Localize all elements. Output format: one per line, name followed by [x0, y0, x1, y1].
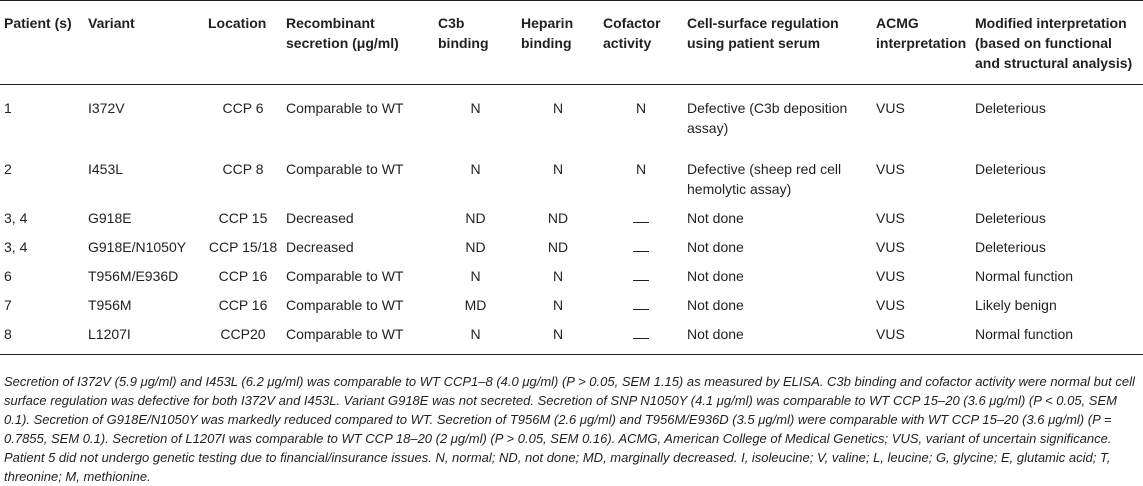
- cell-patient: 3, 4: [4, 210, 28, 226]
- cell-acmg: VUS: [876, 210, 905, 226]
- cell-secretion: Comparable to WT: [286, 297, 404, 313]
- cell-modified: Likely benign: [975, 297, 1057, 313]
- cell-cell-surface: Not done: [687, 210, 744, 226]
- table-row: [0, 85, 1143, 157]
- cell-heparin: N: [517, 321, 599, 355]
- cell-variant: T956M/E936D: [88, 268, 179, 284]
- table-row: [0, 321, 1143, 355]
- header-row: [0, 1, 1143, 85]
- cell-c3b: N: [434, 321, 517, 355]
- cell-cell-surface: Defective (C3b deposition assay): [687, 100, 848, 136]
- cell-secretion: Comparable to WT: [286, 100, 404, 116]
- cell-modified: Deleterious: [975, 100, 1046, 116]
- table-footnote: Secretion of I372V (5.9 μg/ml) and I453L (6.2 μg/ml) was comparable to WT CCP1–8 (4.0 μg/ml) (P > 0.05, SEM 1.15) as measured by ELISA. C3b binding and cofactor activity were normal but cell surface regulation was defective for both I372V and I453L. Variant G918E was not secreted. Secretion of SNP N1050Y (4.1 μg/ml) was comparable to WT CCP 15–20 (3.6 μg/ml) (P < 0.05, SEM 0.1). Secretion of G918E/N1050Y was markedly reduced compared to WT. Secretion of T956M (2.6 μg/ml) and T956M/E936D (3.5 μg/ml) were comparable with WT CCP 15–20 (3.6 μg/ml) (P = 0.7855, SEM 0.1). Secretion of L1207I was comparable to WT CCP 18–20 (2 μg/ml) (P > 0.05, SEM 0.16). ACMG, American College of Medical Genetics; VUS, variant of uncertain significance. Patient 5 did not undergo genetic testing due to financial/insurance issues. N, normal; ND, not done; MD, marginally decreased. I, isoleucine; V, valine; L, leucine; G, glycine; E, glutamic acid; T, threonine; M, methionine.: [4, 374, 1135, 484]
- header-cell-surface: Cell-surface regulation using patient serum: [683, 1, 872, 85]
- cell-cofactor: [599, 205, 683, 234]
- cell-location: CCP 8: [222, 161, 264, 177]
- cell-cofactor: [599, 292, 683, 321]
- cell-modified: Deleterious: [975, 161, 1046, 177]
- cell-heparin: ND: [547, 239, 569, 255]
- cell-variant: T956M: [88, 297, 132, 313]
- cell-variant: I453L: [88, 161, 124, 177]
- cell-modified: Deleterious: [975, 239, 1046, 255]
- cell-cell-surface: Not done: [687, 239, 744, 255]
- cell-c3b: ND: [465, 210, 486, 226]
- table-row: [0, 263, 1143, 292]
- cell-cell-surface: Not done: [687, 268, 744, 284]
- cell-location: CCP 6: [222, 100, 264, 116]
- header-patient: Patient (s): [0, 1, 84, 85]
- cell-patient: 3, 4: [4, 239, 28, 255]
- cell-heparin: N: [552, 268, 564, 284]
- cell-heparin: N: [552, 297, 564, 313]
- cell-patient: 7: [4, 297, 12, 313]
- cell-cofactor: [599, 263, 683, 292]
- cell-variant: L1207I: [84, 321, 204, 355]
- dash-mark: [633, 239, 649, 252]
- cell-cofactor: N: [635, 161, 647, 177]
- table-row: [0, 234, 1143, 263]
- header-heparin: Heparin binding: [517, 1, 599, 85]
- cell-cofactor: N: [635, 100, 647, 116]
- header-acmg: ACMG interpretation: [872, 1, 971, 85]
- cell-heparin: N: [552, 100, 564, 116]
- header-cofactor: Cofactor activity: [599, 1, 683, 85]
- cell-heparin: N: [552, 161, 564, 177]
- header-modified: Modified interpretation (based on functional and structural analysis): [971, 1, 1143, 85]
- cell-location: CCP 16: [218, 268, 268, 284]
- cell-heparin: ND: [547, 210, 569, 226]
- cell-c3b: ND: [465, 239, 486, 255]
- cell-acmg: VUS: [876, 239, 905, 255]
- cell-acmg: VUS: [876, 297, 905, 313]
- header-secretion: Recombinant secretion (μg/ml): [282, 1, 434, 85]
- dash-mark: [633, 297, 649, 310]
- cell-patient: 2: [4, 161, 12, 177]
- dash-mark: [633, 268, 649, 281]
- cell-cofactor: [599, 234, 683, 263]
- cell-cell-surface: Defective (sheep red cell hemolytic assay): [687, 161, 842, 197]
- header-variant: Variant: [84, 1, 204, 85]
- cell-cell-surface: Not done: [683, 321, 872, 355]
- cell-acmg: VUS: [876, 100, 905, 116]
- cell-location: CCP 15/18: [208, 239, 278, 255]
- cell-secretion: Decreased: [286, 239, 354, 255]
- cell-secretion: Decreased: [286, 210, 354, 226]
- cell-modified: Normal function: [971, 321, 1143, 355]
- cell-variant: G918E/N1050Y: [88, 239, 187, 255]
- cell-acmg: VUS: [876, 268, 905, 284]
- table-row: [0, 205, 1143, 234]
- cell-c3b: N: [470, 161, 481, 177]
- cell-variant: G918E: [88, 210, 132, 226]
- cell-patient: 6: [4, 268, 12, 284]
- cell-modified: Deleterious: [975, 210, 1046, 226]
- cell-location: CCP 15: [218, 210, 268, 226]
- cell-location: CCP20: [204, 321, 282, 355]
- cell-acmg: VUS: [872, 321, 971, 355]
- cell-secretion: Comparable to WT: [282, 321, 434, 355]
- table-row: [0, 292, 1143, 321]
- cell-secretion: Comparable to WT: [286, 161, 404, 177]
- cell-patient: 8: [0, 321, 84, 355]
- cell-variant: I372V: [88, 100, 125, 116]
- cell-location: CCP 16: [218, 297, 268, 313]
- cell-acmg: VUS: [876, 161, 905, 177]
- cell-c3b: MD: [464, 297, 487, 313]
- header-location: Location: [204, 1, 282, 85]
- cell-cell-surface: Not done: [687, 297, 744, 313]
- cell-c3b: N: [470, 100, 481, 116]
- dash-mark: [633, 326, 649, 339]
- cell-modified: Normal function: [975, 268, 1074, 284]
- table-row: [0, 156, 1143, 205]
- cell-cofactor: [599, 321, 683, 355]
- cell-patient: 1: [4, 100, 12, 116]
- cell-secretion: Comparable to WT: [286, 268, 404, 284]
- cell-c3b: N: [470, 268, 481, 284]
- header-c3b: C3b binding: [434, 1, 517, 85]
- dash-mark: [633, 210, 649, 223]
